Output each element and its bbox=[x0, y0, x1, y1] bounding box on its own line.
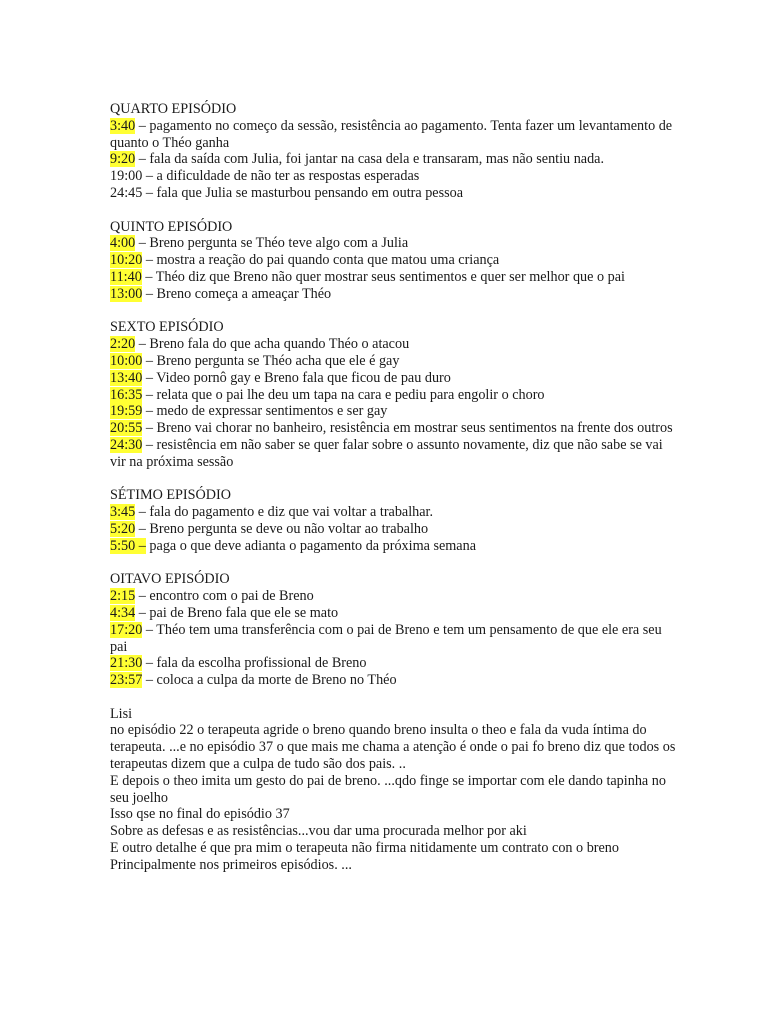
timestamp: 9:20 bbox=[110, 151, 136, 168]
entry bbox=[110, 286, 678, 303]
entry-text: – mostra a reação do pai quando conta que matou uma criança bbox=[142, 252, 500, 269]
entry bbox=[110, 269, 678, 286]
entry bbox=[110, 538, 678, 555]
entry-text: – Breno pergunta se deve ou não voltar ao trabalho bbox=[135, 520, 429, 537]
entry-text: – fala da saída com Julia, foi jantar na casa dela e transaram, mas não sentiu nada. bbox=[135, 151, 605, 168]
notes-line: E outro detalhe é que pra mim o terapeuta não firma nitidamente um contrato con o breno bbox=[110, 840, 619, 857]
section-oitavo bbox=[110, 571, 678, 689]
timestamp: 21:30 bbox=[110, 655, 143, 672]
entry-text: – Breno fala do que acha quando Théo o atacou bbox=[135, 336, 410, 353]
entry bbox=[110, 655, 678, 672]
timestamp: 4:00 bbox=[110, 235, 136, 252]
timestamp: 3:40 bbox=[110, 117, 136, 134]
timestamp: 24:30 bbox=[110, 436, 143, 453]
entry-text: – relata que o pai lhe deu um tapa na cara e pediu para engolir o choro bbox=[142, 386, 545, 403]
timestamp: 13:40 bbox=[110, 369, 143, 386]
timestamp: 17:20 bbox=[110, 621, 143, 638]
entry bbox=[110, 605, 678, 622]
entry bbox=[110, 521, 678, 538]
timestamp: 19:00 bbox=[110, 168, 143, 185]
notes-line: E depois o theo imita um gesto do pai de breno. ...qdo finge se importar com ele dando tapinha no seu joelho bbox=[110, 772, 666, 806]
section-title: SÉTIMO EPISÓDIO bbox=[110, 487, 231, 504]
entry-text: – resistência em não saber se quer falar sobre o assunto novamente, diz que não sabe se vai vir na próxima sessão bbox=[110, 436, 663, 470]
entry-text: – coloca a culpa da morte de Breno no Théo bbox=[142, 672, 397, 689]
section-quarto bbox=[110, 101, 678, 202]
timestamp: 19:59 bbox=[110, 403, 143, 420]
timestamp: 2:20 bbox=[110, 336, 136, 353]
entry-text: – fala do pagamento e diz que vai voltar a trabalhar. bbox=[135, 504, 434, 521]
entry bbox=[110, 387, 678, 404]
entry bbox=[110, 622, 678, 656]
notes-line: Principalmente nos primeiros episódios. ... bbox=[110, 856, 352, 873]
timestamp: 3:45 bbox=[110, 504, 136, 521]
entry-text: – fala que Julia se masturbou pensando em outra pessoa bbox=[142, 184, 464, 201]
section-title: OITAVO EPISÓDIO bbox=[110, 571, 230, 588]
entry-text: – Théo diz que Breno não quer mostrar seus sentimentos e quer ser melhor que o pai bbox=[141, 268, 625, 285]
timestamp: 5:20 bbox=[110, 520, 136, 537]
section-sexto bbox=[110, 319, 678, 470]
section-title: QUINTO EPISÓDIO bbox=[110, 218, 233, 235]
entry bbox=[110, 403, 678, 420]
entry-text: – a dificuldade de não ter as respostas esperadas bbox=[142, 168, 420, 185]
entry-text: – fala da escolha profissional de Breno bbox=[142, 655, 367, 672]
timestamp: 13:00 bbox=[110, 285, 143, 302]
entry bbox=[110, 118, 678, 152]
section-title: SEXTO EPISÓDIO bbox=[110, 319, 224, 336]
entry bbox=[110, 336, 678, 353]
entry bbox=[110, 168, 678, 185]
notes-line: Sobre as defesas e as resistências...vou dar uma procurada melhor por aki bbox=[110, 823, 527, 840]
timestamp: 2:15 bbox=[110, 588, 136, 605]
entry-text: – Breno pergunta se Théo teve algo com a Julia bbox=[135, 235, 409, 252]
entry bbox=[110, 672, 678, 689]
timestamp: 24:45 bbox=[110, 184, 143, 201]
section-quinto bbox=[110, 219, 678, 303]
entry bbox=[110, 370, 678, 387]
entry-text: – medo de expressar sentimentos e ser gay bbox=[142, 403, 388, 420]
timestamp: 23:57 bbox=[110, 672, 143, 689]
notes-line: no episódio 22 o terapeuta agride o breno quando breno insulta o theo e fala da vuda íntima do terapeuta. ...e no episódio 37 o que mais me chama a atenção é onde o pai fo breno diz que todos os terapeutas dizem que a culpa de tudo são dos pais. .. bbox=[110, 722, 676, 773]
timestamp: 20:55 bbox=[110, 420, 143, 437]
entry bbox=[110, 420, 678, 437]
notes-line: Lisi bbox=[110, 705, 133, 722]
entry-text: paga o que deve adianta o pagamento da próxima semana bbox=[145, 537, 476, 554]
notes-line: Isso qse no final do episódio 37 bbox=[110, 806, 290, 823]
timestamp: 16:35 bbox=[110, 386, 143, 403]
entry bbox=[110, 504, 678, 521]
section-title: QUARTO EPISÓDIO bbox=[110, 101, 237, 117]
entry-text: – Video pornô gay e Breno fala que ficou de pau duro bbox=[142, 369, 451, 386]
timestamp: 5:50 – bbox=[110, 537, 146, 554]
entry-text: – pagamento no começo da sessão, resistência ao pagamento. Tenta fazer um levantamento de quanto o Théo ganha bbox=[110, 117, 673, 151]
entry-text: – pai de Breno fala que ele se mato bbox=[135, 604, 339, 621]
entry-text: – Breno começa a ameaçar Théo bbox=[142, 285, 332, 302]
entry bbox=[110, 353, 678, 370]
timestamp: 10:00 bbox=[110, 352, 143, 369]
timestamp: 10:20 bbox=[110, 252, 143, 269]
timestamp: 11:40 bbox=[110, 268, 142, 285]
notes-section bbox=[110, 706, 678, 874]
entry bbox=[110, 588, 678, 605]
entry bbox=[110, 437, 678, 471]
entry bbox=[110, 185, 678, 202]
entry-text: – Breno vai chorar no banheiro, resistência em mostrar seus sentimentos na frente dos outros bbox=[142, 420, 673, 437]
entry-text: – Breno pergunta se Théo acha que ele é gay bbox=[142, 352, 400, 369]
entry bbox=[110, 235, 678, 252]
section-setimo bbox=[110, 487, 678, 554]
entry-text: – encontro com o pai de Breno bbox=[135, 588, 314, 605]
entry bbox=[110, 252, 678, 269]
entry-text: – Théo tem uma transferência com o pai de Breno e tem um pensamento de que ele era seu pai bbox=[110, 621, 662, 655]
timestamp: 4:34 bbox=[110, 604, 136, 621]
entry bbox=[110, 151, 678, 168]
